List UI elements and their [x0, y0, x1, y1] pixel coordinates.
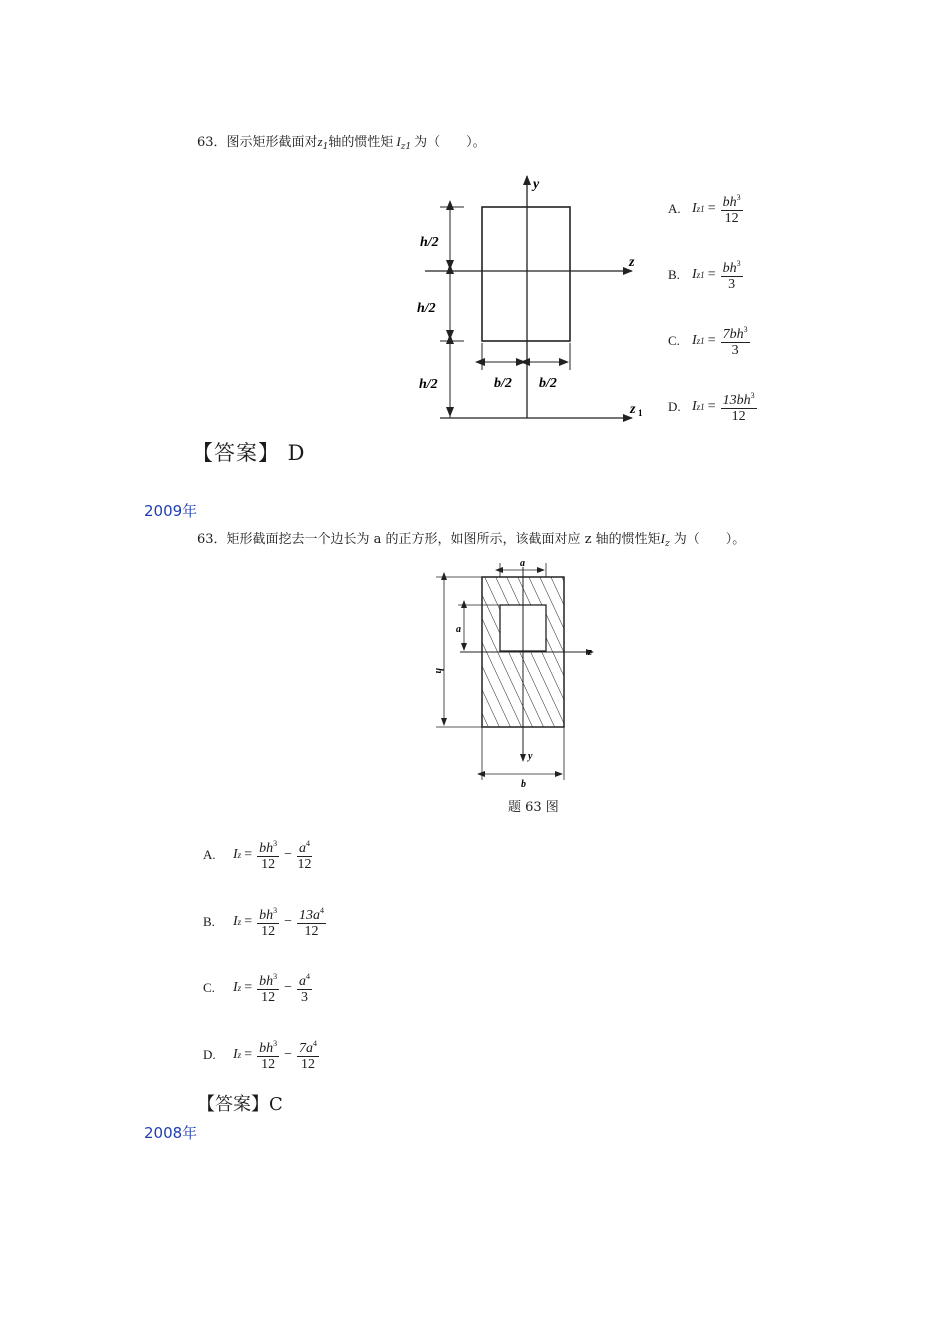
q1-b2-right: b/2	[539, 376, 557, 391]
q2-option-b: B. I z = $\frac{bh^3}{12}$ − $\frac{13a^4}{12}$	[203, 903, 328, 940]
q1-h2-bot: h/2	[419, 377, 438, 392]
q2-hollow-section-diagram	[430, 555, 610, 795]
q2-option-d: D. I z = $\frac{bh^3}{12}$ − $\frac{7a^4}{12}$	[203, 1036, 321, 1073]
q2-figure-caption: 题 63 图	[508, 800, 559, 815]
q2-answer: 【答案】C	[197, 1094, 283, 1115]
q2-b-label: b	[521, 779, 526, 790]
q2-title-I-sub: z	[665, 539, 670, 549]
q1-z-label: z	[629, 255, 635, 270]
q1-option-c: C. I z1 = $\frac{7bh^3}{3}$	[668, 322, 752, 359]
q2-a-top-label: a	[520, 558, 525, 569]
q1-h2-top: h/2	[420, 235, 439, 250]
q2-title-text: 63．矩形截面挖去一个边长为 a 的正方形，如图所示，该截面对应 z 轴的惯性矩	[197, 532, 661, 547]
q1-z1-label: z	[630, 402, 636, 417]
q1-answer: 【答案】 D	[192, 441, 306, 465]
q1-title-z: z	[317, 134, 323, 149]
q1-b2-left: b/2	[494, 376, 512, 391]
q1-option-b: B. I z1 = $\frac{bh^3}{3}$	[668, 256, 745, 293]
q2-y-label: y	[528, 751, 533, 762]
q1-title-I: I	[396, 134, 401, 149]
year-2009-heading: 2009年	[144, 502, 198, 520]
q2-option-a: A. I z = $\frac{bh^3}{12}$ − $\frac{a^4}{12}$	[203, 836, 314, 873]
year-2008-heading: 2008年	[144, 1124, 198, 1142]
q2-z-label: z	[588, 647, 592, 658]
question-2-title	[197, 528, 745, 549]
q2-h-label: h	[433, 668, 444, 674]
q1-option-d: D. I z1 = $\frac{13bh^3}{12}$	[668, 388, 759, 425]
q2-option-c: C. I z = $\frac{bh^3}{12}$ − $\frac{a^4}{3}$	[203, 969, 314, 1006]
q1-rectangle-diagram	[400, 170, 660, 430]
q2-title-post: 为（ ）。	[673, 532, 746, 547]
q2-title-I: I	[660, 531, 666, 546]
q1-section-rect	[482, 207, 570, 341]
q1-title-I-sub: z1	[400, 142, 412, 152]
q1-title-text: 63．图示矩形截面对	[197, 135, 318, 150]
q1-title-mid: 轴的惯性矩	[328, 135, 394, 150]
q1-y-label: y	[533, 177, 540, 192]
q1-h2-mid: h/2	[417, 301, 436, 316]
q1-title-z-sub: 1	[322, 142, 329, 152]
question-1-title	[197, 131, 486, 152]
q2-a-left-label: a	[456, 624, 461, 635]
q1-z1-sub: 1	[638, 408, 643, 418]
q1-option-a: A. I z1 = $\frac{bh^3}{12}$	[668, 190, 745, 227]
q1-title-post: 为（ ）。	[414, 135, 486, 150]
